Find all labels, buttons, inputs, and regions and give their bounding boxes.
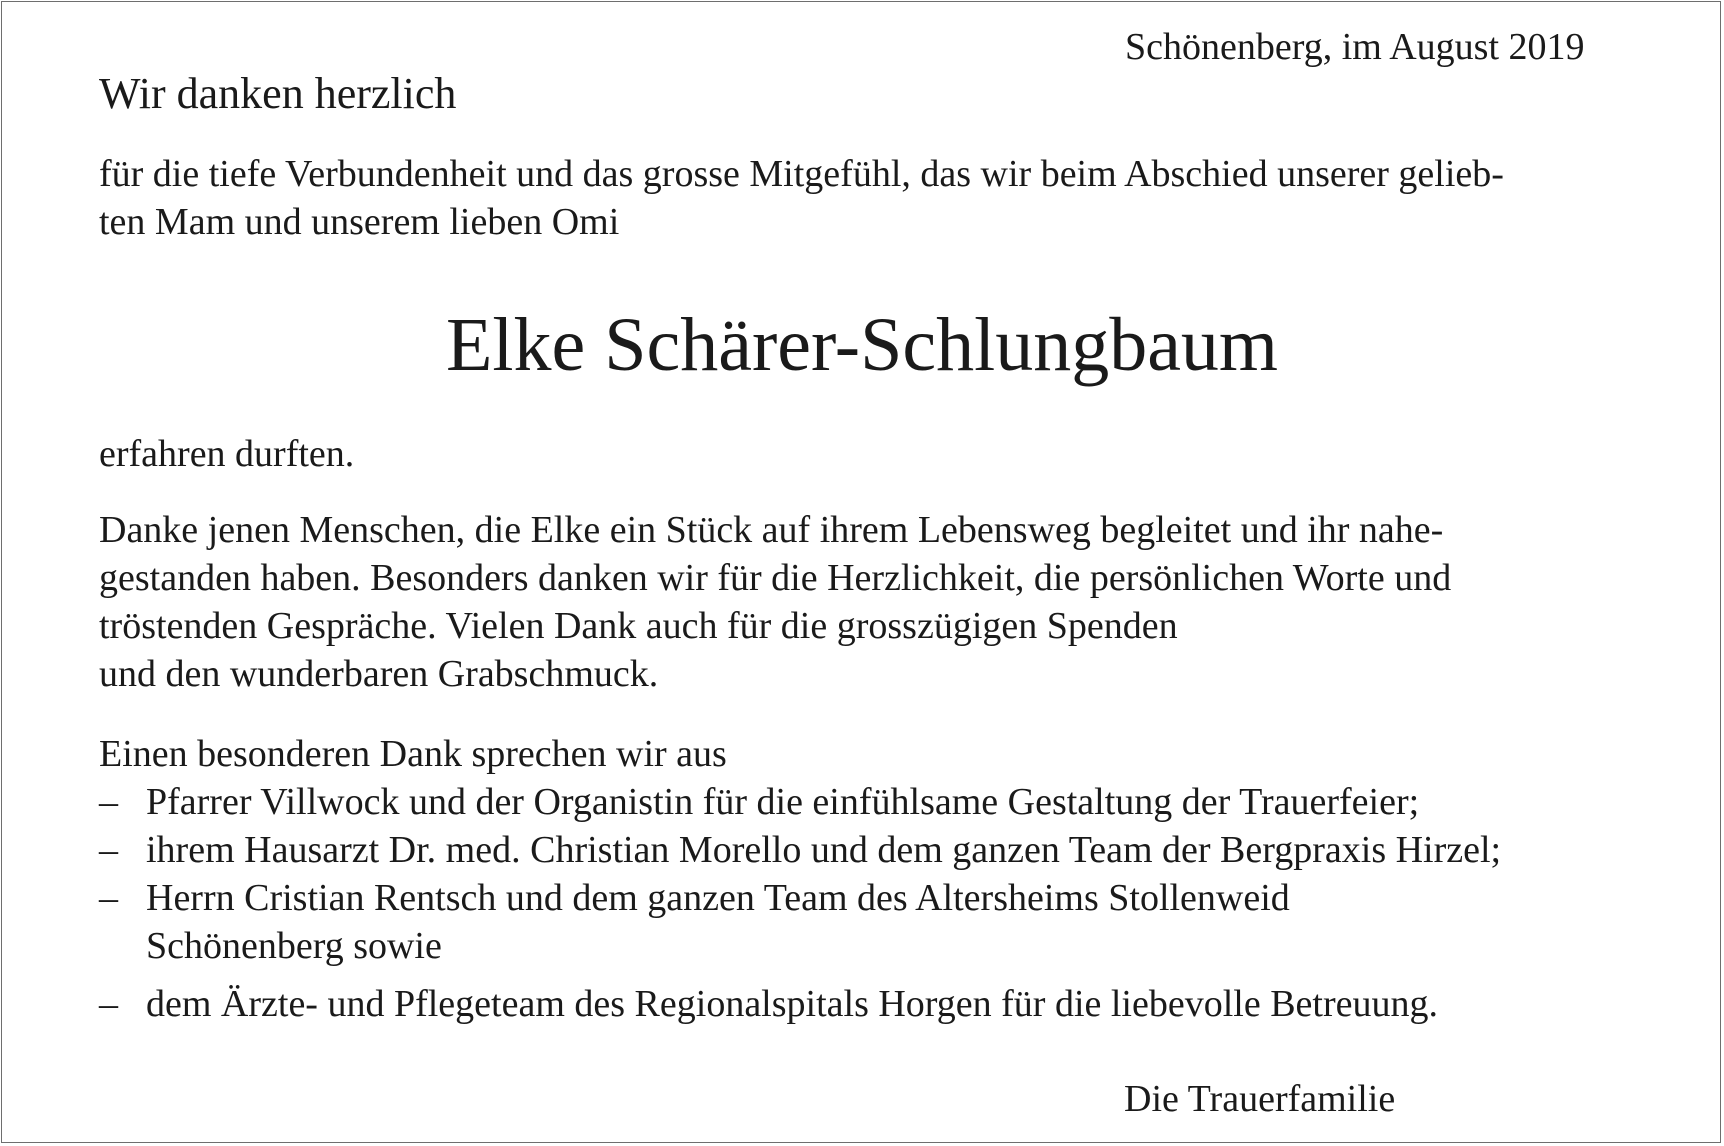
list-item: dem Ärzte- und Pflegeteam des Regionalspitals Horgen für die liebevolle Betreuung. — [146, 983, 1438, 1025]
list-dash: – — [99, 877, 118, 919]
closing-line: erfahren durften. — [99, 433, 355, 475]
intro-line: für die tiefe Verbundenheit und das grosse Mitgefühl, das wir beim Abschied unserer gelieb- — [99, 153, 1504, 195]
special-thanks-intro: Einen besonderen Dank sprechen wir aus — [99, 733, 727, 775]
place-date: Schönenberg, im August 2019 — [1125, 26, 1585, 68]
list-item: Pfarrer Villwock und der Organistin für die einfühlsame Gestaltung der Trauerfeier; — [146, 781, 1420, 823]
list-item: ihrem Hausarzt Dr. med. Christian Morello und dem ganzen Team der Bergpraxis Hirzel; — [146, 829, 1502, 871]
list-item-continuation: Schönenberg sowie — [146, 925, 442, 967]
intro-line: ten Mam und unserem lieben Omi — [99, 201, 620, 243]
paragraph-line: gestanden haben. Besonders danken wir für die Herzlichkeit, die persönlichen Worte und — [99, 557, 1452, 599]
paragraph-line: Danke jenen Menschen, die Elke ein Stück auf ihrem Lebensweg begleitet und ihr nahe- — [99, 509, 1444, 551]
list-item: Herrn Cristian Rentsch und dem ganzen Team des Altersheims Stollenweid — [146, 877, 1290, 919]
paragraph-line: und den wunderbaren Grabschmuck. — [99, 653, 659, 695]
list-dash: – — [99, 781, 118, 823]
list-dash: – — [99, 829, 118, 871]
list-dash: – — [99, 983, 118, 1025]
heading-thanks: Wir danken herzlich — [99, 69, 457, 118]
deceased-name: Elke Schärer-Schlungbaum — [445, 303, 1279, 387]
signature: Die Trauerfamilie — [1124, 1078, 1396, 1120]
paragraph-line: tröstenden Gespräche. Vielen Dank auch für die grosszügigen Spenden — [99, 605, 1178, 647]
